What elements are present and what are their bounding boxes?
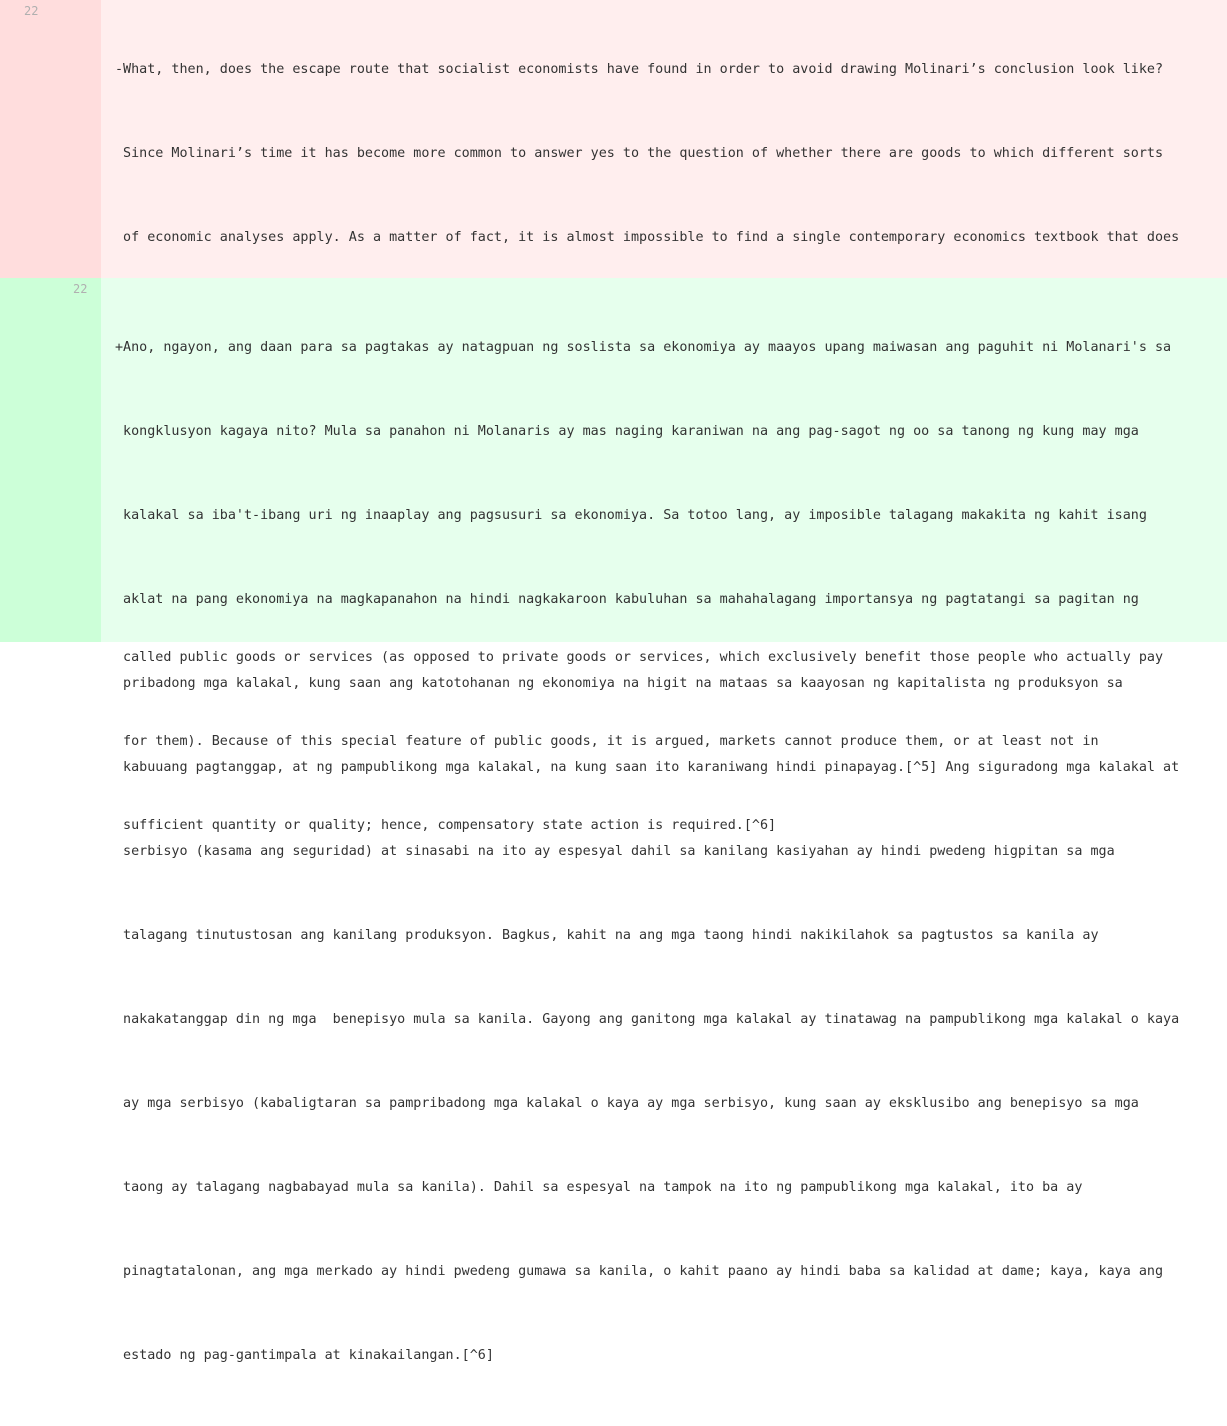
deleted-line: -What, then, does the escape route that socialist economists have found in order to avoid drawing Molinari’s conclusion look like? <box>115 62 1164 77</box>
added-line: serbisyo (kasama ang seguridad) at sinasabi na ito ay espesyal dahil sa kanilang kasiyahan ay hindi pwedeng higpitan sa mga <box>115 844 1115 859</box>
bottom-edge <box>0 642 1227 645</box>
added-line: aklat na pang ekonomiya na magkapanahon na hindi nagkakaroon kabuluhan sa mahahalagang importansya ng pagtatangi sa pagitan ng <box>115 592 1139 607</box>
added-line: pribadong mga kalakal, kung saan ang katotohanan ng ekonomiya na higit na mataas sa kaayosan ng kapitalista ng produksyon sa <box>115 676 1123 691</box>
added-line: ay mga serbisyo (kabaligtaran sa pampribadong mga kalakal o kaya ay mga serbisyo, kung saan ay eksklusibo ang benepisyo sa mga <box>115 1096 1139 1111</box>
deleted-line: called public goods or services (as opposed to private goods or services, which exclusively benefit those people who actually pay <box>115 650 1164 665</box>
deleted-line: of economic analyses apply. As a matter of fact, it is almost impossible to find a single contemporary economics textbook that does <box>115 230 1180 245</box>
old-line-number[interactable]: 22 <box>0 0 101 278</box>
added-line: nakakatanggap din ng mga benepisyo mula sa kanila. Gayong ang ganitong mga kalakal ay tinatawag na pampublikong mga kalakal o kaya <box>115 1012 1180 1027</box>
added-line: taong ay talagang nagbabayad mula sa kanila). Dahil sa espesyal na tampok na ito ng pampublikong mga kalakal, ito ba ay <box>115 1180 1083 1195</box>
deleted-line: Since Molinari’s time it has become more common to answer yes to the question of whether there are goods to which different sorts <box>115 146 1164 161</box>
added-line: +Ano, ngayon, ang daan para sa pagtakas ay natagpuan ng soslista sa ekonomiya ay maayos upang maiwasan ang paguhit ni Molanari's sa <box>115 340 1172 355</box>
deleted-line: for them). Because of this special feature of public goods, it is argued, markets cannot produce them, or at least not in <box>115 734 1099 749</box>
added-line: talagang tinutustosan ang kanilang produksyon. Bagkus, kahit na ang mga taong hindi nakikilahok sa pagtustos sa kanila ay <box>115 928 1099 943</box>
added-line: kongklusyon kagaya nito? Mula sa panahon ni Molanaris ay mas naging karaniwan na ang pag-sagot ng oo sa tanong ng kung may mga <box>115 424 1139 439</box>
added-line: kalakal sa iba't-ibang uri ng inaaplay ang pagsusuri sa ekonomiya. Sa totoo lang, ay imposible talagang makakita ng kahit isang <box>115 508 1147 523</box>
new-line-number[interactable]: 22 <box>0 278 101 642</box>
added-line: pinagtatalonan, ang mga merkado ay hindi pwedeng gumawa sa kanila, o kahit paano ay hindi baba sa kalidad at dame; kaya, kaya ang <box>115 1264 1164 1279</box>
added-line: estado ng pag-gantimpala at kinakailangan.[^6] <box>115 1348 494 1363</box>
deleted-line: sufficient quantity or quality; hence, compensatory state action is required.[^6] <box>115 818 777 833</box>
added-line: kabuuang pagtanggap, at ng pampublikong mga kalakal, na kung saan ito karaniwang hindi pinapayag.[^5] Ang siguradong mga kalakal at <box>115 760 1180 775</box>
